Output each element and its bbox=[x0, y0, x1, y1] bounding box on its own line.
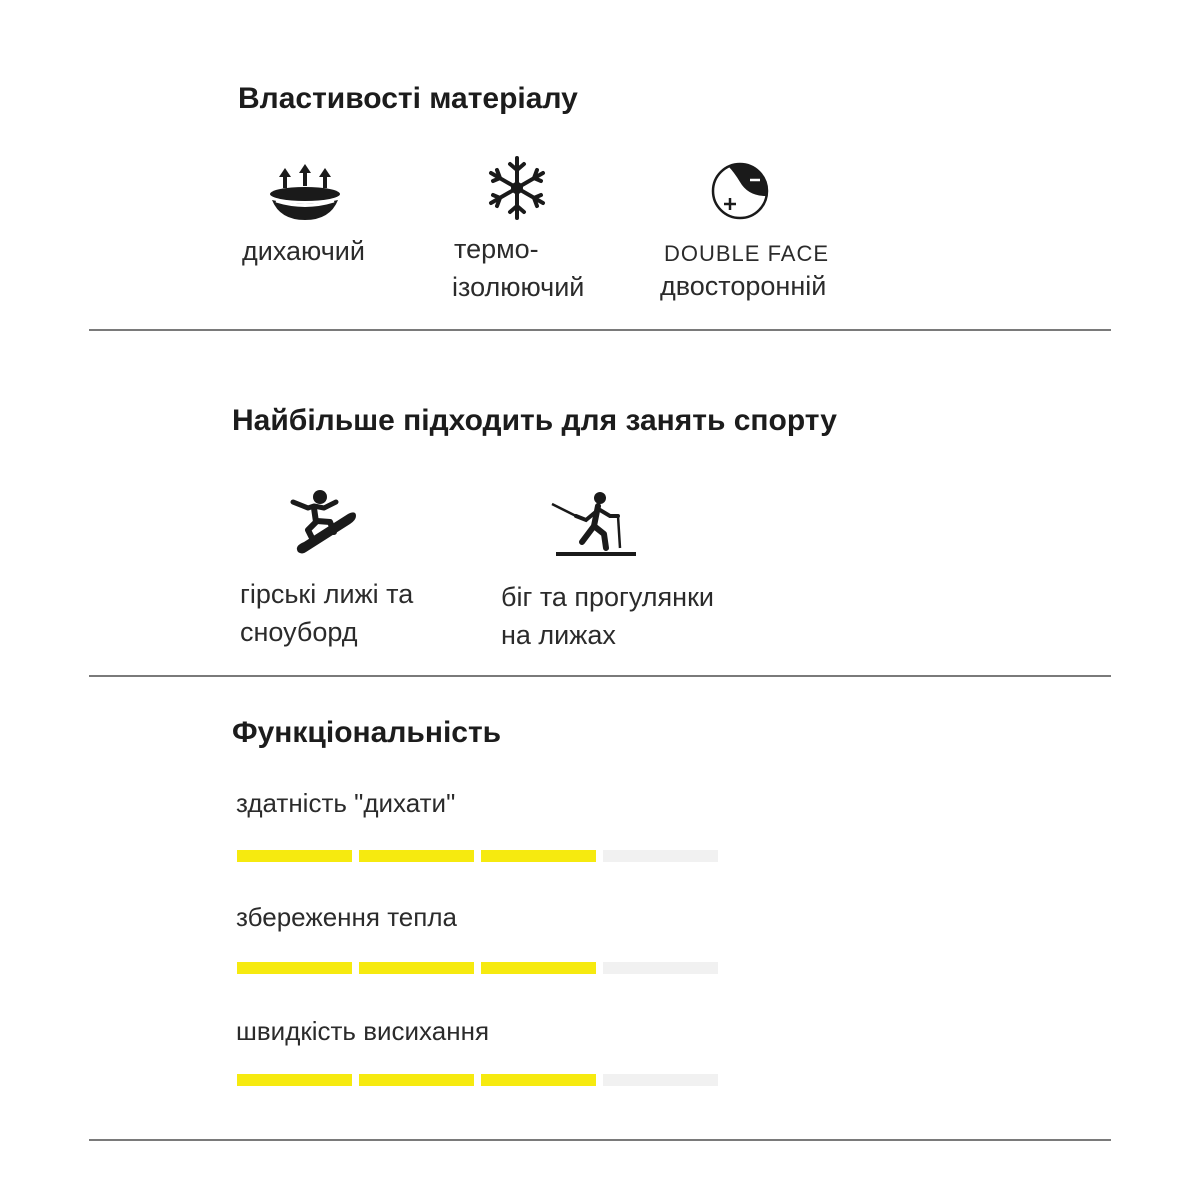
rating-segment-filled bbox=[481, 962, 596, 974]
divider bbox=[89, 1139, 1111, 1141]
rating-bar-heat-retention bbox=[237, 962, 719, 974]
rating-bar-breathability bbox=[237, 850, 719, 862]
rating-segment-filled bbox=[359, 850, 474, 862]
rating-segment-filled bbox=[237, 962, 352, 974]
rating-segment-filled bbox=[481, 1074, 596, 1086]
rating-segment-filled bbox=[237, 1074, 352, 1086]
sports-title: Найбільше підходить для занять спорту bbox=[232, 404, 837, 437]
thermal-label-line1: термо- bbox=[454, 234, 539, 264]
divider bbox=[89, 329, 1111, 331]
double-face-icon bbox=[708, 160, 774, 220]
breathable-label: дихаючий bbox=[242, 236, 365, 266]
snowflake-icon bbox=[484, 155, 550, 221]
divider bbox=[89, 675, 1111, 677]
metric-label-heat-retention: збереження тепла bbox=[236, 902, 457, 932]
double-face-label: двосторонній bbox=[660, 271, 827, 301]
rating-segment-filled bbox=[237, 850, 352, 862]
rating-bar-drying-speed bbox=[237, 1074, 719, 1086]
rating-segment-empty bbox=[603, 1074, 718, 1086]
snowboard-label-line1: гірські лижі та bbox=[240, 579, 414, 609]
breathable-icon bbox=[268, 164, 342, 224]
double-face-caption: DOUBLE FACE bbox=[664, 241, 830, 266]
snowboarder-icon bbox=[290, 488, 360, 558]
metric-label-breathability: здатність "дихати" bbox=[236, 788, 456, 818]
cross-country-label-line1: біг та прогулянки bbox=[501, 582, 714, 612]
snowboard-label-line2: сноуборд bbox=[240, 617, 358, 647]
metric-label-drying-speed: швидкість висихання bbox=[236, 1016, 490, 1046]
rating-segment-filled bbox=[359, 1074, 474, 1086]
rating-segment-empty bbox=[603, 850, 718, 862]
rating-segment-filled bbox=[481, 850, 596, 862]
rating-segment-empty bbox=[603, 962, 718, 974]
rating-segment-filled bbox=[359, 962, 474, 974]
cross-country-label-line2: на лижах bbox=[501, 620, 616, 650]
thermal-label-line2: ізолюючий bbox=[452, 272, 585, 302]
cross-country-skier-icon bbox=[548, 490, 640, 560]
functionality-title: Функціональність bbox=[232, 716, 502, 749]
material-title: Властивості матеріалу bbox=[238, 82, 578, 115]
